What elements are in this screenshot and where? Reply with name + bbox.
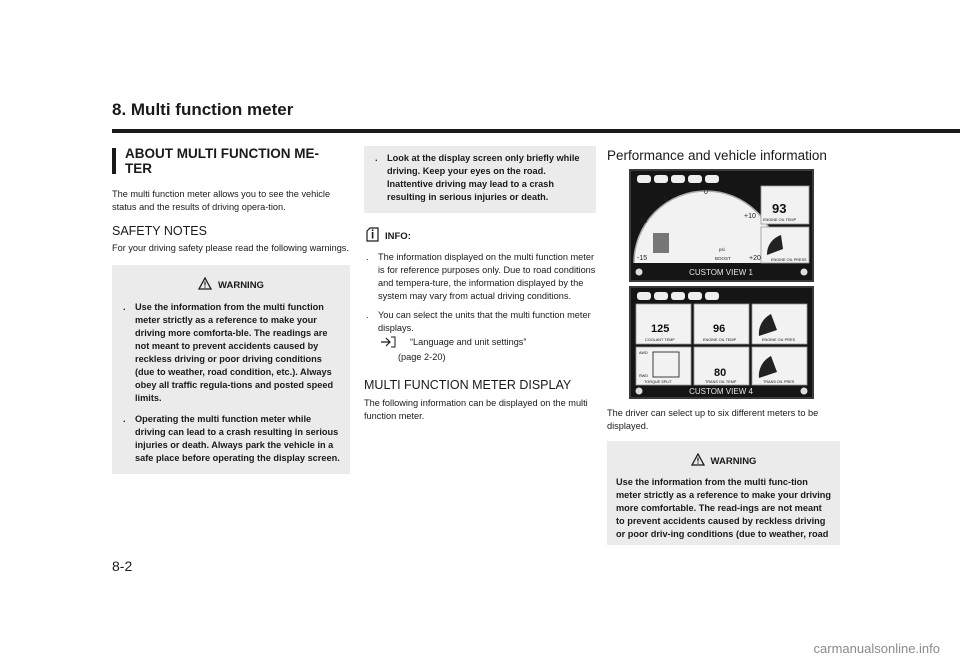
next-view-icon[interactable]	[801, 388, 808, 395]
awd-label: AWD	[639, 351, 648, 355]
rwd-label: RWD	[639, 374, 648, 378]
custom-view-4-panel	[629, 286, 814, 399]
bullet: .	[123, 302, 126, 312]
warning-item	[121, 413, 341, 465]
oil-press-label: ENGINE OIL PRESS	[771, 258, 807, 262]
page-number: 8-2	[112, 558, 133, 574]
column-3	[607, 146, 840, 545]
warning-box-2	[364, 146, 596, 213]
boost-scale-label: -5	[661, 196, 668, 203]
engine-oil-press-gauge	[752, 304, 807, 344]
warning-text: Use the information from the multi function meter strictly as a reference to make your driving more comforta-ble. The readings are not meant to prevent accidents caused by reckless driving or poor driving conditions (due to weather, road condition, etc.). Always obey all traffic regula-tions and posted speed limits.	[135, 302, 334, 403]
heading-line-1: ABOUT MULTI FUNCTION ME-	[125, 146, 319, 161]
trans-oil-temp-value: 80	[714, 367, 727, 379]
previous-view-icon[interactable]	[636, 269, 643, 276]
oil-press-gauge	[761, 227, 809, 263]
info-icon	[366, 227, 379, 245]
engine-oil-temp-label: ENGINE OIL TEMP	[703, 338, 737, 342]
column-1	[112, 146, 350, 474]
reference-icon	[380, 336, 396, 352]
trans-oil-temp-gauge	[694, 347, 749, 385]
oil-temp-value: 93	[772, 201, 787, 216]
column-2	[364, 146, 596, 423]
performance-heading: Performance and vehicle information	[607, 148, 827, 163]
custom-view-caption: CUSTOM VIEW 4	[689, 387, 753, 396]
display-heading: MULTI FUNCTION METER DISPLAY	[364, 378, 572, 392]
reference-text[interactable]: “Language and unit settings”	[410, 337, 527, 347]
warning-item	[373, 152, 587, 204]
warning-header	[121, 274, 341, 296]
oil-temp-label: ENGINE OIL TEMP	[763, 218, 797, 222]
heading-line-2: TER	[125, 161, 152, 176]
info-label: INFO:	[385, 230, 411, 242]
bullet: .	[366, 310, 369, 320]
custom-view-1-graphic	[631, 171, 812, 280]
safety-heading: SAFETY NOTES	[112, 224, 207, 238]
watermark: carmanualsonline.info	[813, 641, 940, 656]
torque-split-label: TORQUE SPLIT	[644, 380, 672, 384]
custom-view-4-graphic	[631, 288, 812, 397]
coolant-value: 125	[651, 323, 670, 335]
engine-oil-press-label: ENGINE OIL PRES	[762, 338, 795, 342]
info-item	[364, 251, 596, 303]
safety-text: For your driving safety please read the following warnings.	[112, 243, 349, 253]
warning-label: WARNING	[710, 455, 757, 467]
display-text: The following information can be displayed on the multi function meter.	[364, 398, 588, 421]
bullet: .	[366, 252, 369, 262]
psi-label: psi	[719, 247, 725, 252]
engine-oil-temp-value: 96	[713, 323, 726, 335]
coolant-label: COOLANT TEMP	[645, 338, 675, 342]
torque-split-gauge	[636, 347, 691, 385]
view-tabs	[637, 175, 719, 183]
warning-box-1	[112, 265, 350, 474]
info-text: You can select the units that the multi function meter displays.	[378, 310, 591, 333]
intro-text: The multi function meter allows you to see the vehicle status and the results of driving opera-tion.	[112, 189, 331, 212]
boost-scale-label: -15	[637, 255, 648, 262]
warning-text: Operating the multi function meter while driving can lead to a crash resulting in serious injuries or death. Always park the vehicle in a safe place before operating the display screen.	[135, 414, 340, 463]
warning-label: WARNING	[218, 279, 264, 291]
warning-icon	[198, 277, 212, 293]
reference-page: (page 2-20)	[398, 352, 446, 362]
boost-scale-label: +20	[749, 255, 761, 262]
info-item	[364, 309, 596, 335]
next-view-icon[interactable]	[801, 269, 808, 276]
warning-box-3	[607, 441, 840, 545]
bullet: .	[123, 414, 126, 424]
warning-header	[616, 450, 831, 472]
chapter-title: 8. Multi function meter	[112, 100, 294, 119]
trans-oil-press-label: TRANS OIL PRES	[763, 380, 795, 384]
boost-scale-label: 0	[704, 189, 708, 196]
driver-text: The driver can select up to six different meters to be displayed.	[607, 408, 819, 431]
boost-scale-label: +10	[744, 213, 756, 220]
section-about	[112, 146, 350, 176]
view-tabs	[637, 292, 719, 300]
warning-item	[121, 301, 341, 405]
info-text: The information displayed on the multi function meter is for reference purposes only. Due to road conditions and tempera-ture, the information displayed by the system may vary from actual driving conditions.	[378, 252, 596, 301]
boost-label: BOOST	[715, 256, 731, 261]
info-header	[366, 227, 596, 245]
bullet: .	[375, 153, 378, 163]
custom-view-1-panel	[629, 169, 814, 282]
custom-view-caption: CUSTOM VIEW 1	[689, 268, 753, 277]
engine-oil-temp-gauge	[694, 304, 749, 344]
oil-temp-gauge	[761, 186, 809, 224]
cross-reference[interactable]	[364, 336, 596, 352]
section-heading-about	[125, 146, 350, 176]
title-rule	[112, 129, 960, 133]
warning-text: Look at the display screen only briefly while driving. Keep your eyes on the road. Inattentive driving may lead to a crash resulting in serious injuries or death.	[387, 153, 580, 202]
trans-oil-press-gauge	[752, 347, 807, 385]
warning-icon	[691, 453, 705, 469]
trans-oil-temp-label: TRANS OIL TEMP	[705, 380, 737, 384]
previous-view-icon[interactable]	[636, 388, 643, 395]
boost-scale-label: -10	[637, 218, 648, 225]
coolant-gauge	[636, 304, 691, 344]
warning-text: Use the information from the multi func-tion meter strictly as a reference to make your driving more comfortable. The read-ings are not meant to prevent accidents caused by reckless driving or poor driv-ing conditions (due to weather, road	[616, 477, 831, 539]
